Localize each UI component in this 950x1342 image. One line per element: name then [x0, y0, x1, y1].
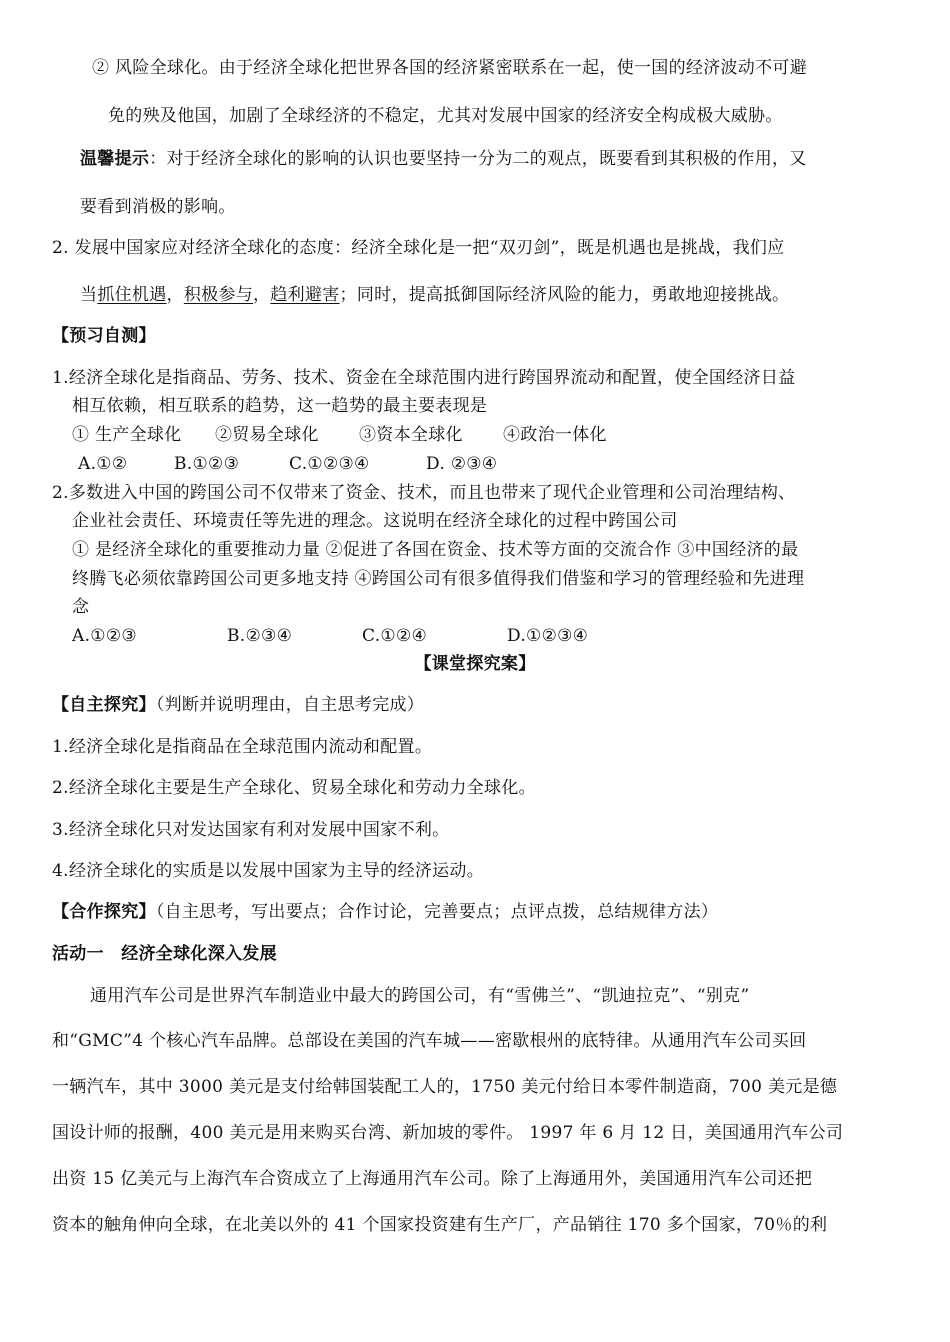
coop-inquiry-line: [52, 900, 718, 924]
paragraph-line-4: 国设计师的报酬，400 美元是用来购买台湾、新加坡的零件。 1997 年 6 月 12 日，美国通用汽车公司: [52, 1123, 844, 1143]
q2-option-c: C.①②④: [362, 626, 428, 646]
underline-actively-participate: 积极参与: [183, 285, 254, 305]
underline-seize-opportunity: 抓住机遇: [97, 285, 167, 305]
q1-item-3: ③资本全球化: [359, 425, 463, 445]
q2-options: [72, 624, 588, 648]
classroom-heading: 【课堂探究案】: [414, 654, 536, 674]
q2-line-2: 企业社会责任、环境责任等先进的理念。这说明在经济全球化的过程中跨国公司: [72, 511, 678, 531]
q1-option-d: D. ②③④: [426, 454, 498, 474]
tip-line-2: 要看到消极的影响。: [80, 197, 236, 217]
risk-line-2: 免的殃及他国，加剧了全球经济的不稳定，尤其对发展中国家的经济安全构成极大威胁。: [108, 106, 783, 126]
paragraph-line-5: 出资 15 亿美元与上海汽车合资成立了上海通用汽车公司。除了上海通用外，美国通用汽车公司还把: [52, 1169, 813, 1189]
tip-label: 温馨提示: [80, 149, 150, 169]
self-inquiry-note: （判断并说明理由，自主思考完成）: [155, 695, 425, 715]
coop-inquiry-heading: 【合作探究】: [52, 902, 156, 922]
item2-sep-2: ，: [253, 285, 271, 305]
q1-item-2: ②贸易全球化: [215, 425, 319, 445]
q2-line-5: 念: [72, 597, 90, 617]
preview-heading: 【预习自测】: [52, 326, 156, 346]
item2-line-2: [80, 283, 789, 307]
q2-option-d: D.①②③④: [507, 626, 589, 646]
q1-option-b: B.①②③: [174, 454, 240, 474]
paragraph-line-2: 和“GMC”4 个核心汽车品牌。总部设在美国的汽车城——密歇根州的底特律。从通用汽车公司买回: [52, 1031, 807, 1051]
q1-item-4: ④政治一体化: [503, 425, 607, 445]
q2-line-4: 终腾飞必须依靠跨国公司更多地支持 ④跨国公司有很多值得我们借鉴和学习的管理经验和先进理: [72, 569, 805, 589]
q2-option-b: B.②③④: [227, 626, 293, 646]
paragraph-line-6: 资本的触角伸向全球，在北美以外的 41 个国家投资建有生产厂，产品销往 170 多个国家，70％的利: [52, 1215, 828, 1235]
self-item-3: 3.经济全球化只对发达国家有利对发展中国家不利。: [52, 820, 450, 840]
q1-line-1: 1.经济全球化是指商品、劳务、技术、资金在全球范围内进行跨国界流动和配置，使全国经济日益: [52, 368, 796, 388]
risk-line-1: ② 风险全球化。由于经济全球化把世界各国的经济紧密联系在一起，使一国的经济波动不可避: [92, 58, 808, 78]
coop-inquiry-note: （自主思考，写出要点；合作讨论，完善要点；点评点拨，总结规律方法）: [155, 902, 719, 922]
q2-line-3: ① 是经济全球化的重要推动力量 ②促进了各国在资金、技术等方面的交流合作 ③中国经济的最: [72, 540, 799, 560]
activity-title: 活动一 经济全球化深入发展: [52, 944, 277, 964]
q1-line-2: 相互依赖，相互联系的趋势，这一趋势的最主要表现是: [72, 396, 488, 416]
paragraph-line-3: 一辆汽车，其中 3000 美元是支付给韩国装配工人的，1750 美元付给日本零件制造商，700 美元是德: [52, 1077, 838, 1097]
self-item-1: 1.经济全球化是指商品在全球范围内流动和配置。: [52, 737, 433, 757]
q1-option-c: C.①②③④: [289, 454, 370, 474]
q2-line-1: 2.多数进入中国的跨国公司不仅带来了资金、技术，而且也带来了现代企业管理和公司治理结构、: [52, 483, 796, 503]
item2-sep-1: ，: [166, 285, 184, 305]
q1-options: [78, 452, 497, 476]
item2-pre: 当: [80, 285, 98, 305]
q1-item-1: ① 生产全球化: [72, 425, 182, 445]
item2-line-1: 2. 发展中国家应对经济全球化的态度：经济全球化是一把“双刃剑”，既是机遇也是挑战，我们应: [52, 238, 785, 258]
item2-post: ；同时，提高抵御国际经济风险的能力，勇敢地迎接挑战。: [339, 285, 790, 305]
q2-option-a: A.①②③: [72, 626, 137, 646]
self-inquiry-line: [52, 693, 424, 717]
underline-seek-benefits: 趋利避害: [270, 285, 340, 305]
tip-text-1: ：对于经济全球化的影响的认识也要坚持一分为二的观点，既要看到其积极的作用，又: [149, 149, 807, 169]
tip-line-1: [80, 147, 807, 171]
self-item-2: 2.经济全球化主要是生产全球化、贸易全球化和劳动力全球化。: [52, 778, 536, 798]
paragraph-line-1: 通用汽车公司是世界汽车制造业中最大的跨国公司，有“雪佛兰”、“凯迪拉克”、“别克”: [90, 986, 750, 1006]
self-inquiry-heading: 【自主探究】: [52, 695, 156, 715]
q1-option-a: A.①②: [78, 454, 128, 474]
q1-items: [72, 423, 607, 447]
self-item-4: 4.经济全球化的实质是以发展中国家为主导的经济运动。: [52, 861, 485, 881]
